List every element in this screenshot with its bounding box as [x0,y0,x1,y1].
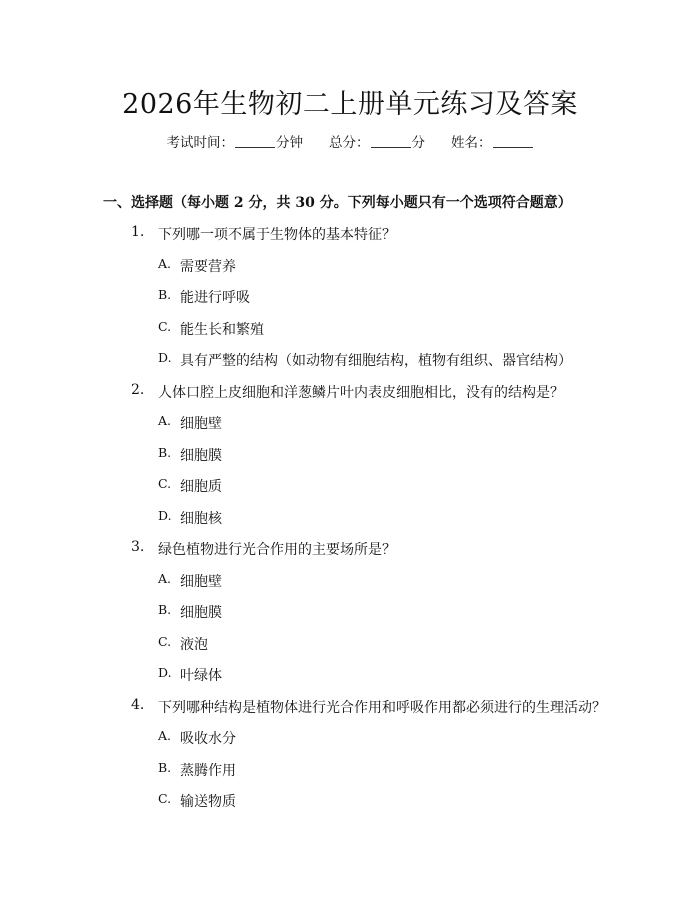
option-text: 需要营养 [180,258,236,275]
question-text: 下列哪种结构是植物体进行光合作用和呼吸作用都必须进行的生理活动？ [158,699,606,716]
question-number: 4. [131,696,145,713]
option-text: 能进行呼吸 [180,290,250,306]
question-stem [0,539,700,571]
question [0,224,700,382]
option-text: 吸收水分 [180,731,236,747]
option [0,413,700,445]
option-text: 细胞壁 [180,573,222,590]
option-letter: C. [158,476,172,491]
question-list [0,224,700,823]
option-letter: B. [158,602,172,617]
option-letter: B. [158,759,172,775]
exam-info-line [0,131,700,151]
question [0,382,700,540]
option-letter: D. [158,507,172,523]
option [0,571,700,603]
question-text: 人体口腔上皮细胞和洋葱鳞片叶内表皮细胞相比，没有的结构是？ [158,384,564,401]
question-stem [0,224,700,256]
question-stem [0,382,700,414]
option [0,791,700,823]
section-heading: 一、选择题（每小题 2 分，共 30 分。下列每小题只有一个选项符合题意） [103,195,572,211]
score-unit: 分 [411,135,425,151]
time-label: 考试时间： [166,135,234,151]
option-letter: C. [158,791,172,806]
option [0,256,700,288]
page-title: 2026年生物初二上册单元练习及答案 [122,89,578,120]
option-letter: A. [158,728,172,743]
option-text: 细胞核 [180,510,222,527]
option [0,476,700,508]
option [0,728,700,760]
question-text: 下列哪一项不属于生物体的基本特征？ [158,227,396,243]
option-letter: A. [158,413,172,428]
option [0,319,700,351]
question-number: 2. [131,381,145,398]
option [0,602,700,634]
option [0,445,700,477]
option [0,350,700,382]
option-letter: B. [158,287,172,302]
option [0,634,700,666]
option-letter: D. [158,665,172,680]
name-blank[interactable] [493,135,533,148]
option-text: 细胞膜 [180,447,222,464]
score-label: 总分： [329,135,370,151]
option [0,665,700,697]
option [0,508,700,540]
option-text: 具有严整的结构（如动物有细胞结构，植物有组织、器官结构） [180,353,572,369]
question-text: 绿色植物进行光合作用的主要场所是？ [158,542,396,558]
time-blank[interactable] [235,135,275,148]
option-text: 细胞膜 [180,605,222,621]
option-text: 液泡 [180,636,208,653]
option-letter: A. [158,255,172,271]
option [0,287,700,319]
option-text: 输送物质 [180,794,236,810]
option-text: 蒸腾作用 [180,762,236,779]
option [0,760,700,792]
option-letter: D. [158,350,172,365]
question-number: 3. [131,539,145,555]
option-text: 细胞壁 [180,416,222,432]
option-text: 细胞质 [180,479,222,495]
option-text: 能生长和繁殖 [180,321,264,338]
question [0,539,700,697]
time-unit: 分钟 [276,135,303,151]
option-letter: A. [158,570,172,586]
option-letter: C. [158,633,172,649]
name-label: 姓名： [451,135,492,151]
question-number: 1. [131,224,145,240]
score-blank[interactable] [371,135,411,148]
option-letter: B. [158,444,172,460]
option-letter: C. [158,318,172,334]
option-text: 叶绿体 [180,668,222,684]
question [0,697,700,823]
question-stem [0,697,700,729]
